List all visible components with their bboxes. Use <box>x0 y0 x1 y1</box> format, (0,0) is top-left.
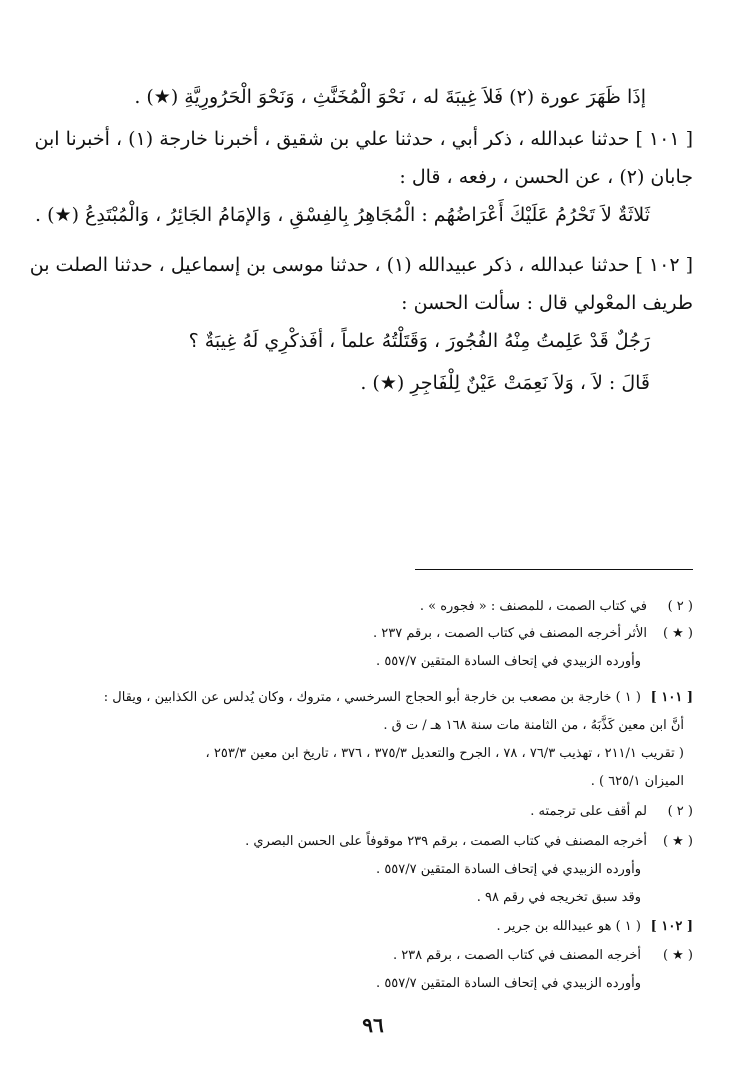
hadith-102-question: رَجُلٌ قَدْ عَلِمتُ مِنْهُ الفُجُورَ ، وَقَتَلْتُهُ علماً ، أفَذكْرِي لَهُ غِيبَةٌ ؟ <box>188 330 650 352</box>
hadith-102-line-1: [ ١٠٢ ] حدثنا عبدالله ، ذكر عبيدالله (١) ، حدثنا موسى بن إسماعيل ، حدثنا الصلت بن <box>29 254 693 276</box>
footnote-mark: [ ١٠١ ] <box>650 690 693 705</box>
footnote-line <box>58 832 693 852</box>
footnote-mark: ( ٢ ) <box>667 599 693 614</box>
footnote-line <box>58 917 693 937</box>
footnote-separator <box>415 569 693 570</box>
footnote-line: الميزان ٦٢٥/١ ) . <box>590 774 684 789</box>
footnote-line: وقد سبق تخريجه في رقم ٩٨ . <box>476 890 641 905</box>
footnote-mark: ( ★ ) <box>662 834 693 849</box>
footnote-line: وأورده الزبيدي في إتحاف السادة المتقين ٥٥٧/٧ . <box>376 976 641 991</box>
footnote-mark: ( ★ ) <box>662 626 693 641</box>
footnote-text: الأثر أخرجه المصنف في كتاب الصمت ، برقم ٢٣٧ . <box>372 626 647 641</box>
hadith-102-answer: قَالَ : لاَ ، وَلاَ نَعِمَتْ عَيْنٌ لِلْفَاجِرِ (★) . <box>360 372 650 394</box>
main-line-1: إذَا ظَهَرَ عورة (٢) فَلاَ غِيبَةَ له ، نَحْوَ الْمُخَنَّثِ ، وَنَحْوَ الْحَرُورِيَّةِ (★) . <box>134 86 646 108</box>
footnote-text: أخرجه المصنف في كتاب الصمت ، برقم ٢٣٩ موقوفاً على الحسن البصري . <box>245 834 647 849</box>
footnote-mark: ( ★ ) <box>662 948 693 963</box>
footnote-line: وأورده الزبيدي في إتحاف السادة المتقين ٥٥٧/٧ . <box>376 654 641 669</box>
page-number: ٩٦ <box>362 1013 384 1037</box>
footnote-line: وأورده الزبيدي في إتحاف السادة المتقين ٥٥٧/٧ . <box>376 862 641 877</box>
footnote-text: ( ١ ) هو عبيدالله بن جرير . <box>496 919 641 934</box>
footnote-line: ( تقريب ٢١١/١ ، تهذيب ٧٦/٣ ، ٧٨ ، الجرح والتعديل ٣٧٥/٣ ، ٣٧٦ ، تاريخ ابن معين ٢٥٣/٣ ، <box>205 746 684 761</box>
footnote-text: ( ١ ) خارجة بن مصعب بن خارجة أبو الحجاج السرخسي ، متروك ، وكان يُدلس عن الكذابين ، ويقال : <box>103 690 641 705</box>
hadith-101-line-2: جابان (٢) ، عن الحسن ، رفعه ، قال : <box>399 166 693 188</box>
footnote-mark: [ ١٠٢ ] <box>650 919 693 934</box>
hadith-101-line-1: [ ١٠١ ] حدثنا عبدالله ، ذكر أبي ، حدثنا علي بن شقيق ، أخبرنا خارجة (١) ، أخبرنا ابن <box>34 128 693 150</box>
footnote-line <box>58 597 693 617</box>
footnote-line <box>58 624 693 644</box>
hadith-102-line-2: طريف المعْولي قال : سألت الحسن : <box>401 292 693 314</box>
footnote-line <box>58 802 693 822</box>
footnote-line <box>58 946 693 966</box>
footnote-line <box>58 688 693 708</box>
footnote-text: أخرجه المصنف في كتاب الصمت ، برقم ٢٣٨ . <box>392 948 641 963</box>
hadith-101-text: ثَلاثَةٌ لاَ تَحْرُمُ عَلَيْكَ أَعْرَاضُهُم : الْمُجَاهِرُ بِالفِسْقِ ، وَالإمَامُ الجَائِرُ ، وَالْمُبْتَدِعُ (★) . <box>35 204 650 226</box>
footnote-line: أنَّ ابن معين كَذَّبَهُ ، من الثامنة مات سنة ١٦٨ هـ / ت ق . <box>383 718 684 733</box>
footnote-text: لم أقف على ترجمته . <box>530 804 647 819</box>
footnote-text: في كتاب الصمت ، للمصنف : « فجوره » . <box>419 599 647 614</box>
footnote-mark: ( ٢ ) <box>667 804 693 819</box>
